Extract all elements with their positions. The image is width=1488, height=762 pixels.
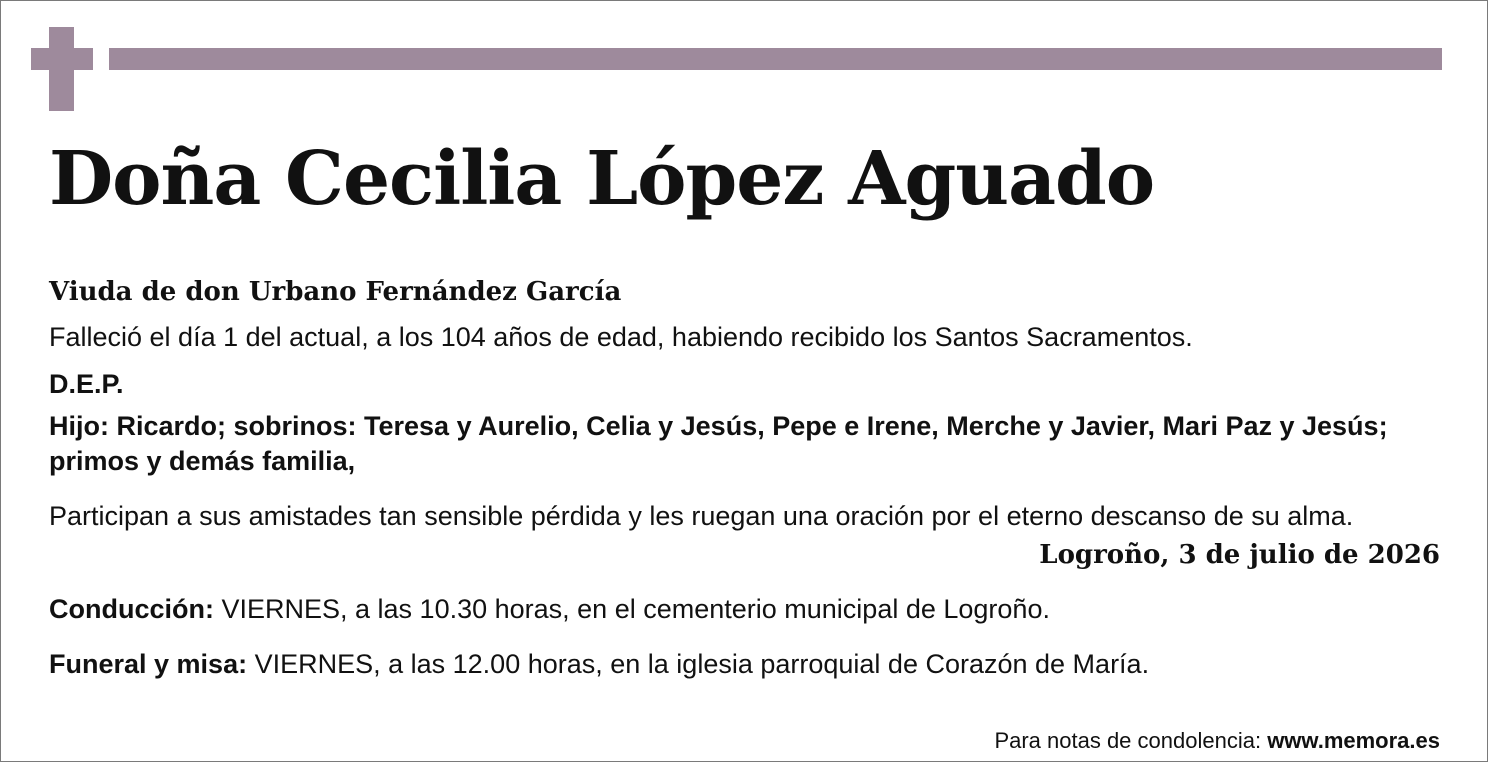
participation-text: Participan a sus amistades tan sensible pérdida y les ruegan una oración por el eterno descanso de su alma. <box>49 501 1354 531</box>
widow-line: Viuda de don Urbano Fernández García <box>49 277 622 307</box>
condolence-text: Para notas de condolencia: <box>994 728 1268 753</box>
conduction-details: VIERNES, a las 10.30 horas, en el cementerio municipal de Logroño. <box>213 594 1050 624</box>
conduction-line <box>49 592 1050 626</box>
conduction-label: Conducción: <box>49 594 214 624</box>
rip-abbreviation: D.E.P. <box>49 369 124 399</box>
funeral-details: VIERNES, a las 12.00 horas, en la iglesia parroquial de Corazón de María. <box>247 649 1150 679</box>
place-and-date: Logroño, 3 de julio de 2026 <box>1039 540 1440 570</box>
funeral-label: Funeral y misa: <box>49 649 248 679</box>
header-divider-bar <box>109 48 1442 70</box>
family-list: Hijo: Ricardo; sobrinos: Teresa y Aurelio, Celia y Jesús, Pepe e Irene, Merche y Javier, Mari Paz y Jesús; primos y demás familia, <box>49 411 1388 476</box>
death-announcement: Falleció el día 1 del actual, a los 104 años de edad, habiendo recibido los Santos Sacramentos. <box>49 322 1193 352</box>
funeral-line <box>49 647 1149 681</box>
memora-link[interactable]: www.memora.es <box>1267 728 1440 753</box>
cross-horizontal-bar <box>31 48 93 70</box>
condolence-footer <box>994 726 1440 756</box>
deceased-name: Doña Cecilia López Aguado <box>49 136 1155 222</box>
